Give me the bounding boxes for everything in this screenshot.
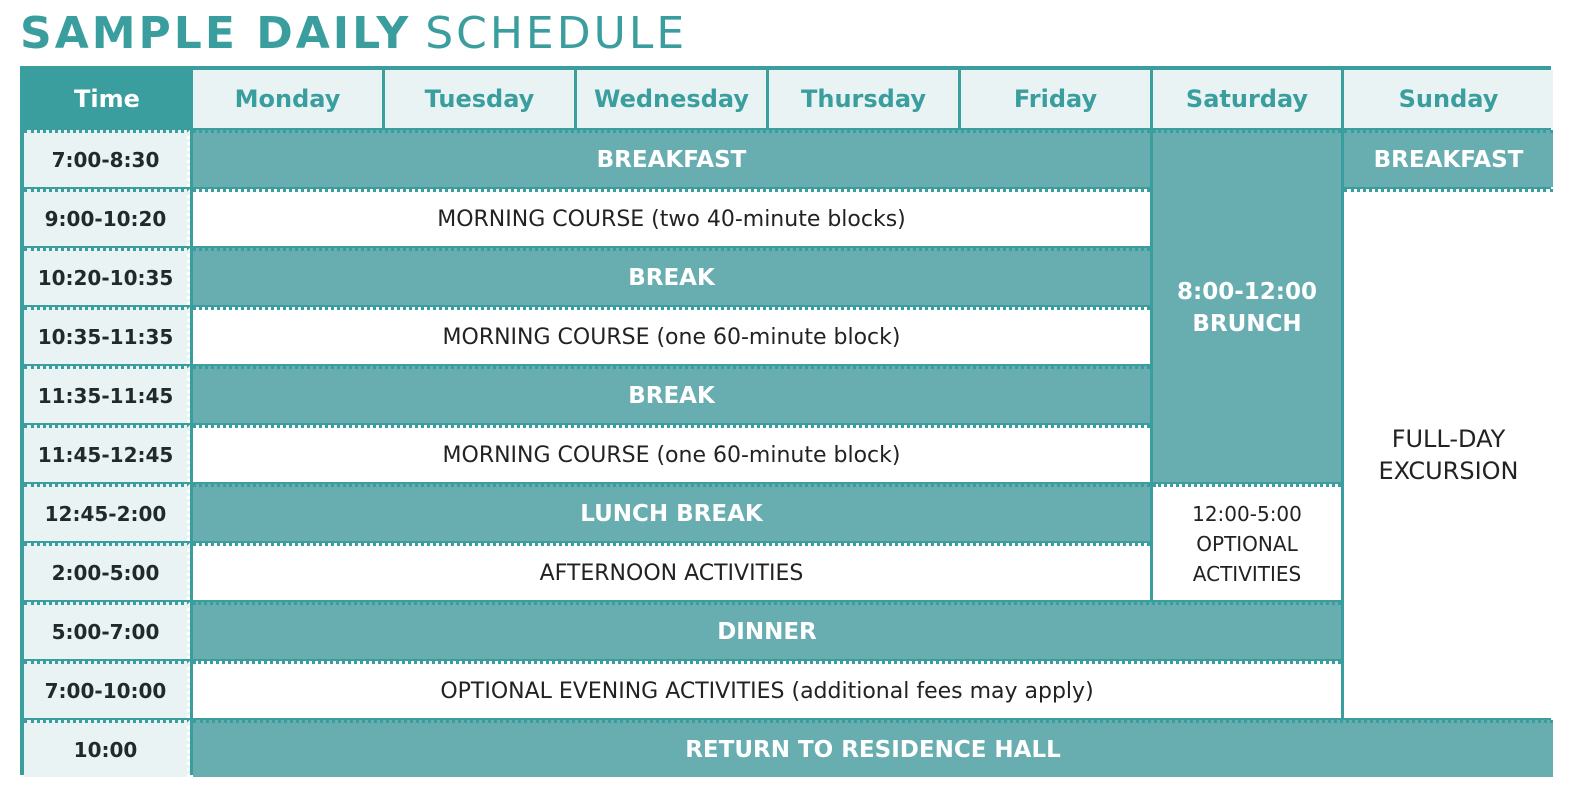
dinner: DINNER (193, 602, 1341, 659)
break-1: BREAK (193, 248, 1150, 305)
saturday-optional-activities (1153, 484, 1341, 600)
sunday-breakfast: BREAKFAST (1344, 130, 1553, 187)
afternoon-activities: AFTERNOON ACTIVITIES (193, 543, 1150, 600)
morning-course-1: MORNING COURSE (two 40-minute blocks) (193, 189, 1150, 246)
lunch-break: LUNCH BREAK (193, 484, 1150, 541)
evening-activities: OPTIONAL EVENING ACTIVITIES (additional fees may apply) (193, 661, 1341, 718)
time-slot: 10:35-11:35 (24, 307, 190, 364)
header-saturday: Saturday (1153, 70, 1341, 128)
schedule-table (20, 66, 1551, 775)
page-title (20, 6, 687, 62)
excursion-line2: EXCURSION (1378, 457, 1519, 485)
time-slot: 10:20-10:35 (24, 248, 190, 305)
title-light: SCHEDULE (425, 8, 688, 59)
header-thursday: Thursday (769, 70, 958, 128)
schedule-grid (24, 70, 1547, 771)
header-tuesday: Tuesday (385, 70, 574, 128)
return-to-residence-hall: RETURN TO RESIDENCE HALL (193, 720, 1553, 777)
time-slot: 5:00-7:00 (24, 602, 190, 659)
optional-line2: ACTIVITIES (1192, 561, 1302, 586)
weekday-breakfast: BREAKFAST (193, 130, 1150, 187)
time-slot: 7:00-8:30 (24, 130, 190, 187)
time-slot: 9:00-10:20 (24, 189, 190, 246)
optional-time: 12:00-5:00 (1192, 501, 1302, 526)
saturday-brunch (1153, 130, 1341, 482)
sunday-excursion (1344, 189, 1553, 718)
morning-course-2: MORNING COURSE (one 60-minute block) (193, 307, 1150, 364)
time-slot: 12:45-2:00 (24, 484, 190, 541)
header-sunday: Sunday (1344, 70, 1553, 128)
break-2: BREAK (193, 366, 1150, 423)
time-slot: 10:00 (24, 720, 190, 777)
optional-line1: OPTIONAL (1196, 531, 1298, 556)
header-time: Time (24, 70, 190, 128)
header-friday: Friday (961, 70, 1150, 128)
header-wednesday: Wednesday (577, 70, 766, 128)
brunch-label: BRUNCH (1192, 310, 1302, 337)
time-slot: 2:00-5:00 (24, 543, 190, 600)
time-slot: 11:35-11:45 (24, 366, 190, 423)
excursion-line1: FULL-DAY (1391, 425, 1506, 453)
time-slot: 7:00-10:00 (24, 661, 190, 718)
header-monday: Monday (193, 70, 382, 128)
title-bold: SAMPLE DAILY (20, 8, 412, 59)
brunch-time: 8:00-12:00 (1177, 278, 1317, 305)
morning-course-3: MORNING COURSE (one 60-minute block) (193, 425, 1150, 482)
time-slot: 11:45-12:45 (24, 425, 190, 482)
